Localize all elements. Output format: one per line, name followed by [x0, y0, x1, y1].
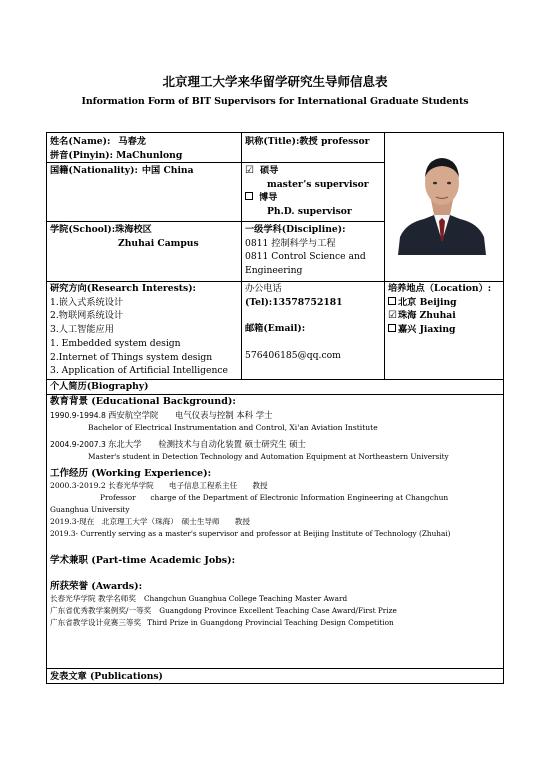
research-item: 1.嵌入式系统设计 [50, 296, 124, 308]
publications-label: 发表文章 (Publications) [50, 671, 163, 682]
school-cell [50, 223, 240, 279]
tel-label: (Tel): [245, 296, 273, 308]
email-label: 邮箱(Email): [245, 323, 306, 334]
award-en: Third Prize in Guangdong Provincial Teaching Design Competition [147, 618, 394, 627]
phd-en-label: Ph.D. supervisor [267, 205, 352, 217]
grid-line [47, 668, 504, 669]
discipline-en-2: Engineering [245, 264, 303, 276]
form-title-en: Information Form of BIT Supervisors for International Graduate Students [81, 96, 469, 107]
phd-checkbox[interactable] [245, 192, 253, 200]
pinyin-label: 拼音(Pinyin): [50, 149, 114, 161]
location-cn: 嘉兴 [398, 323, 417, 335]
name-value: 马春龙 [118, 136, 146, 147]
contact-cell [245, 282, 383, 379]
location-cn: 北京 [398, 296, 417, 308]
grid-line [384, 133, 385, 379]
location-checkbox-beijing[interactable] [388, 297, 396, 305]
publications-header [50, 670, 500, 684]
discipline-cn: 0811 控制科学与工程 [245, 237, 336, 249]
edu-date: 1990.9-1994.8 [50, 410, 106, 420]
email-value[interactable]: 576406185@qq.com [245, 349, 341, 361]
nationality-label: 国籍(Nationality): [50, 165, 138, 176]
location-checkbox-zhuhai[interactable]: ☑ [388, 310, 397, 321]
work-entry-en: 2019.3- Currently serving as a master's supervisor and professor at Beijing Institute of Technology (Zhuhai) [50, 529, 451, 538]
masters-checkbox[interactable]: ☑ [245, 165, 254, 176]
research-item: 2.物联网系统设计 [50, 310, 124, 321]
discipline-en-1: 0811 Control Science and [245, 251, 366, 262]
edu-en: Master's student in Detection Technology and Automation Equipment at Northeastern University [88, 451, 449, 461]
research-item: 1. Embedded system design [50, 338, 181, 349]
research-item: 2.Internet of Things system design [50, 351, 213, 363]
school-value-en: Zhuhai Campus [118, 237, 199, 249]
nationality-value: 中国 China [141, 165, 194, 176]
parttime-label: 学术兼职 (Part-time Academic Jobs): [50, 555, 236, 566]
phone-label: 办公电话 [245, 283, 282, 294]
supervisor-photo [390, 145, 494, 255]
form-title-cn: 北京理工大学来华留学研究生导师信息表 [162, 74, 388, 89]
education-label: 教育背景 (Educational Background): [50, 396, 236, 407]
location-cn: 珠海 [397, 310, 417, 321]
title-cell [245, 135, 383, 163]
school-label: 学院(School): [50, 224, 116, 235]
name-cell [50, 135, 240, 163]
research-item: 3. Application of Artificial Intelligence [50, 365, 228, 376]
edu-cn: 西安航空学院 电气仪表与控制 本科 学士 [108, 409, 273, 420]
name-label: 姓名(Name): [50, 136, 111, 147]
work-entry-cn: 2019.3-现在 北京理工大学（珠海） 硕士生导师 教授 [50, 517, 250, 526]
location-cell [388, 282, 504, 379]
work-entry-cn: 2000.3-2019.2 长春光华学院 电子信息工程系主任 教授 [50, 481, 268, 490]
edu-en: Bachelor of Electrical Instrumentation and Control, Xi'an Aviation Institute [88, 422, 378, 432]
nationality-cell [50, 164, 240, 220]
location-en: Jiaxing [419, 323, 456, 335]
masters-en-label: master’s supervisor [267, 178, 369, 190]
award-cn: 广东省优秀教学案例奖/一等奖 [50, 606, 152, 615]
edu-cn: 东北大学 检测技术与自动化装置 硕士研究生 硕士 [108, 438, 306, 449]
award-en: Changchun Guanghua College Teaching Master Award [143, 594, 348, 603]
supervisor-type-cell [245, 164, 383, 222]
title-label: 职称(Title): [245, 136, 300, 147]
school-value-cn: 珠海校区 [115, 224, 152, 235]
phd-cn-label: 博导 [259, 192, 278, 203]
work-entry-en: Professor charge of the Department of Electronic Information Engineering at Changchun [100, 493, 449, 502]
pinyin-value: MaChunlong [116, 149, 183, 161]
awards-label: 所获荣誉 (Awards): [50, 580, 143, 592]
award-cn: 长春光华学院 教学名师奖 [50, 594, 136, 603]
research-label: 研究方向(Research Interests): [50, 283, 196, 294]
grid-line [241, 133, 242, 379]
discipline-cell [245, 223, 383, 281]
biography-body [50, 395, 502, 667]
title-value: 教授 professor [299, 136, 370, 147]
tel-value[interactable]: 13578752181 [272, 296, 343, 308]
location-en: Zhuhai [419, 310, 456, 321]
research-cell [50, 282, 240, 379]
location-en: Beijing [419, 296, 457, 308]
work-label: 工作经历 (Working Experience): [50, 467, 212, 479]
biography-header [50, 380, 500, 394]
research-item: 3.人工智能应用 [50, 323, 114, 335]
location-checkbox-jiaxing[interactable] [388, 324, 396, 332]
supervisor-form [46, 132, 504, 684]
location-label: 培养地点（Location）: [388, 283, 492, 294]
portrait-image [390, 145, 494, 255]
discipline-label: 一级学科(Discipline): [245, 224, 346, 235]
award-en: Guangdong Province Excellent Teaching Case Award/First Prize [159, 606, 397, 615]
edu-date: 2004.9-2007.3 [50, 439, 106, 449]
work-entry-en: Guanghua University [50, 505, 130, 514]
award-cn: 广东省教学设计竞赛三等奖 [50, 618, 142, 627]
biography-label: 个人简历(Biography) [50, 381, 149, 392]
masters-cn-label: 硕导 [259, 165, 279, 176]
